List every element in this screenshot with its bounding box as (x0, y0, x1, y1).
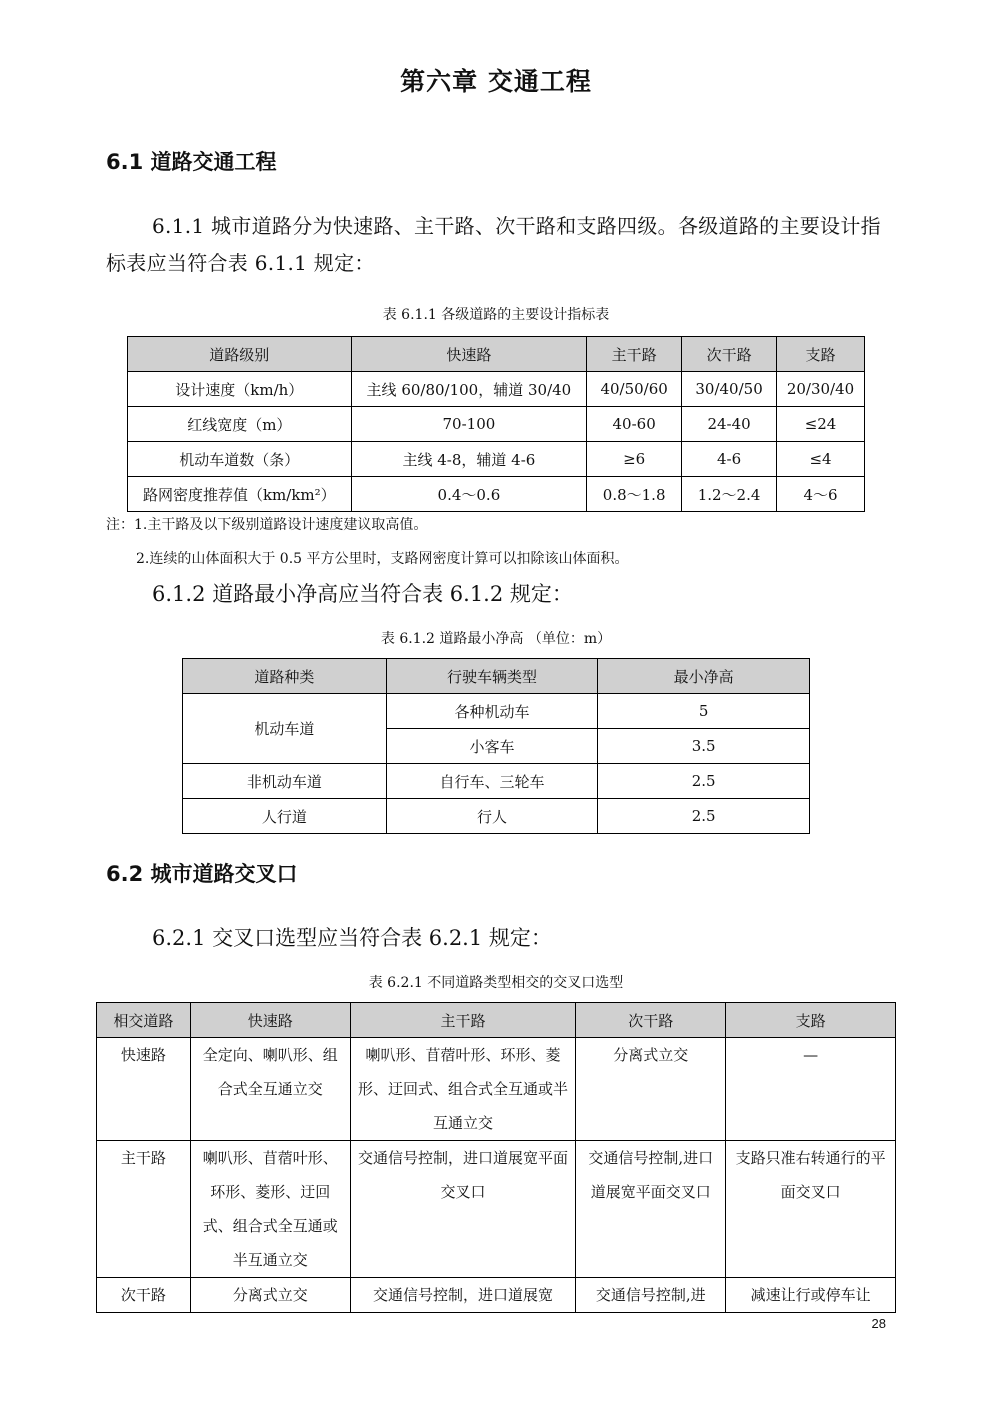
table-6-2-1 (96, 1002, 896, 1313)
table-cell: 40/50/60 (587, 372, 682, 407)
page-number: 28 (871, 1316, 886, 1331)
table-cell: 分离式立交 (576, 1038, 726, 1141)
header-cell: 最小净高 (598, 659, 810, 694)
table-cell: 路网密度推荐值（km/km²） (128, 477, 352, 512)
table-cell: 20/30/40 (777, 372, 865, 407)
table-cell: ≤4 (777, 442, 865, 477)
header-cell: 相交道路 (97, 1003, 191, 1038)
table-row (128, 477, 865, 512)
table-row (97, 1278, 896, 1313)
table-cell: 4～6 (777, 477, 865, 512)
table-cell: 非机动车道 (183, 764, 387, 799)
table-cell: 喇叭形、苜蓿叶形、环形、菱形、迂回式、组合式全互通或半互通立交 (350, 1038, 576, 1141)
chapter-title: 第六章 交通工程 (400, 67, 592, 96)
header-cell: 主干路 (587, 337, 682, 372)
section-heading-6-1: 6.1 道路交通工程 (106, 150, 277, 174)
table-cell: 全定向、喇叭形、组合式全互通立交 (190, 1038, 350, 1141)
paragraph-6-1-1: 6.1.1 城市道路分为快速路、主干路、次干路和支路四级。各级道路的主要设计指标表应当符合表 6.1.1 规定： (106, 214, 881, 275)
section-heading-6-2: 6.2 城市道路交叉口 (106, 862, 298, 886)
table-cell: 2.5 (598, 764, 810, 799)
table-cell: 0.4～0.6 (351, 477, 587, 512)
table-note-1: 注：1.主干路及以下级别道路设计速度建议取高值。 (106, 517, 428, 533)
table-note-2: 2.连续的山体面积大于 0.5 平方公里时，支路网密度计算可以扣除该山体面积。 (136, 551, 629, 567)
table-header-row (183, 659, 810, 694)
table-cell: 30/40/50 (682, 372, 777, 407)
table-row (183, 694, 810, 729)
table-cell: 人行道 (183, 799, 387, 834)
table-6-1-1 (127, 336, 865, 512)
header-cell: 次干路 (682, 337, 777, 372)
table-cell: 主干路 (97, 1141, 191, 1278)
table-caption-6-1-2: 表 6.1.2 道路最小净高 （单位：m） (380, 631, 612, 647)
table-cell: 40-60 (587, 407, 682, 442)
table-cell: 交通信号控制,进口道展宽平面交叉口 (576, 1141, 726, 1278)
header-cell: 道路级别 (128, 337, 352, 372)
table-cell: 主线 4-8，辅道 4-6 (351, 442, 587, 477)
table-row (97, 1038, 896, 1141)
table-row (128, 407, 865, 442)
table-row (97, 1141, 896, 1278)
table-cell: 0.8～1.8 (587, 477, 682, 512)
table-cell: 1.2～2.4 (682, 477, 777, 512)
table-cell: 24-40 (682, 407, 777, 442)
table-cell: 5 (598, 694, 810, 729)
table-cell: 支路只准右转通行的平面交叉口 (726, 1141, 896, 1278)
table-row (128, 442, 865, 477)
table-cell: 行人 (386, 799, 598, 834)
header-cell: 次干路 (576, 1003, 726, 1038)
table-cell: 机动车道数（条） (128, 442, 352, 477)
table-row (183, 764, 810, 799)
header-cell: 快速路 (351, 337, 587, 372)
table-cell: 设计速度（km/h） (128, 372, 352, 407)
table-cell: 次干路 (97, 1278, 191, 1313)
header-cell: 支路 (777, 337, 865, 372)
table-cell: — (726, 1038, 896, 1141)
table-cell: ≤24 (777, 407, 865, 442)
table-cell: 主线 60/80/100，辅道 30/40 (351, 372, 587, 407)
table-row (128, 372, 865, 407)
paragraph-6-1-2: 6.1.2 道路最小净高应当符合表 6.1.2 规定： (152, 582, 573, 606)
table-cell: ≥6 (587, 442, 682, 477)
table-cell: 减速让行或停车让 (726, 1278, 896, 1313)
table-header-row (97, 1003, 896, 1038)
table-caption-6-2-1: 表 6.2.1 不同道路类型相交的交叉口选型 (368, 975, 624, 991)
table-cell: 3.5 (598, 729, 810, 764)
table-cell: 2.5 (598, 799, 810, 834)
table-cell: 小客车 (386, 729, 598, 764)
header-cell: 行驶车辆类型 (386, 659, 598, 694)
table-cell: 4-6 (682, 442, 777, 477)
table-cell: 红线宽度（m） (128, 407, 352, 442)
table-caption-6-1-1: 表 6.1.1 各级道路的主要设计指标表 (382, 307, 610, 323)
header-cell: 快速路 (190, 1003, 350, 1038)
table-cell: 机动车道 (183, 694, 387, 764)
header-cell: 道路种类 (183, 659, 387, 694)
table-6-1-2 (182, 658, 810, 834)
table-cell: 快速路 (97, 1038, 191, 1141)
table-cell: 喇叭形、苜蓿叶形、环形、菱形、迂回式、组合式全互通或半互通立交 (190, 1141, 350, 1278)
table-cell: 交通信号控制,进 (576, 1278, 726, 1313)
table-header-row (128, 337, 865, 372)
table-cell: 70-100 (351, 407, 587, 442)
table-cell: 各种机动车 (386, 694, 598, 729)
table-cell: 交通信号控制，进口道展宽平面交叉口 (350, 1141, 576, 1278)
paragraph-6-2-1: 6.2.1 交叉口选型应当符合表 6.2.1 规定： (152, 926, 552, 950)
header-cell: 支路 (726, 1003, 896, 1038)
table-cell: 分离式立交 (190, 1278, 350, 1313)
table-cell: 交通信号控制，进口道展宽 (350, 1278, 576, 1313)
table-cell: 自行车、三轮车 (386, 764, 598, 799)
table-row (183, 799, 810, 834)
header-cell: 主干路 (350, 1003, 576, 1038)
